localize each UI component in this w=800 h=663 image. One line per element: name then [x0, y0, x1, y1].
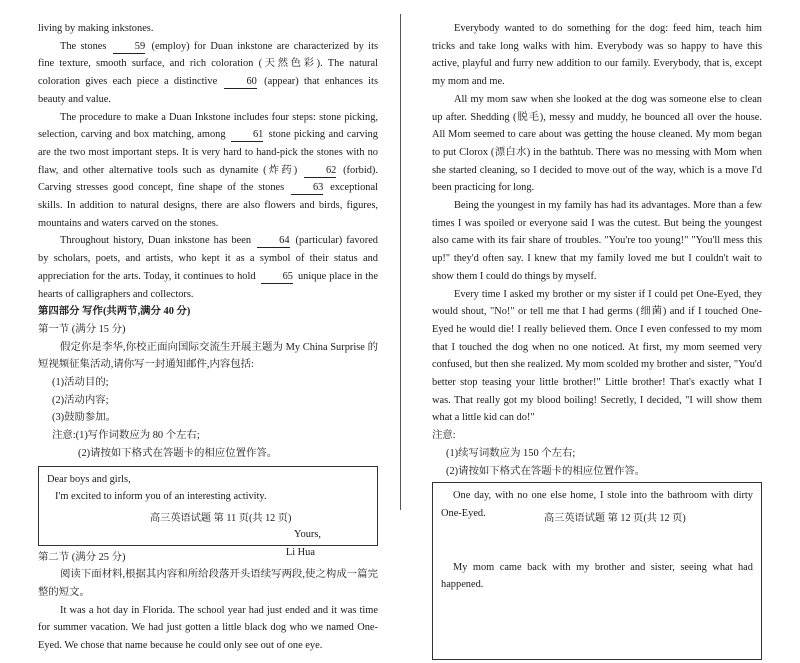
paragraph-opener: One day, with no one else home, I stole into the bathroom with dirty One-Eyed.: [441, 490, 753, 519]
paragraph-opener: My mom came back with my brother and sister, seeing what had happened.: [441, 561, 753, 591]
text: The procedure to make a Duan Inkstone includes four steps: stone picking, selection, carving and box matching, among: [38, 111, 378, 141]
text: The stones: [60, 40, 111, 52]
paragraph: Being the youngest in my family has had its advantages. More than a few times I was spoiled or everyone said I was the cutest. But being the youngest also came with its fair share of troubles. "You're too young!" "You'll mess this up!" they'd often say. I knew that my family loved me but I couldn't wait to show them I could do things by myself.: [432, 200, 762, 282]
paragraph: [38, 109, 378, 233]
greeting: Dear boys and girls,: [47, 473, 131, 485]
note-title: 注意:: [432, 430, 456, 442]
note: (1)续写词数应为 150 个左右;: [446, 447, 576, 459]
page-footer: 高三英语试题 第 12 页(共 12 页): [544, 513, 686, 524]
text: (particular) favored by scholars, poets, and artists, who kept it as a symbol of their status and appreciation for the arts. Today, it continues to hold: [38, 235, 379, 282]
closing: Yours,: [294, 528, 321, 540]
page-divider: [400, 14, 401, 510]
text: exceptional skills. In addition to natural designs, there are also flowers and birds, figures, mountains and waters carved on the stones.: [38, 182, 378, 229]
note: (2)请按如下格式在答题卡的相应位置作答。: [446, 465, 646, 477]
text: (appear) that enhances its beauty and value.: [38, 76, 378, 105]
text: unique place in the hearts of calligraphers and collectors.: [38, 270, 378, 300]
answer-blank: 59: [113, 41, 145, 54]
signature: Li Hua: [285, 546, 315, 558]
note: 注意:(1)写作词数应为 80 个左右;: [52, 430, 200, 442]
left-page: [38, 20, 378, 655]
subsection-title: 第一节 (满分 15 分): [38, 323, 126, 335]
paragraph: living by making inkstones.: [38, 23, 154, 34]
writing-prompt: 阅读下面材料,根据其内容和所给段落开头语续写两段,使之构成一篇完整的短文。: [38, 569, 378, 598]
paragraph: It was a hot day in Florida. The school year had just ended and it was time for summer vacation. We had just gotten a little black dog who we named One-Eyed. We chose that name because he could only see out of one eye.: [38, 604, 378, 652]
text: stone picking and carving are the two most important steps. It is very hard to hand-pick the stones with no flaw, and other alternative tools such as dynamite (炸药): [38, 129, 378, 176]
opening-line: I'm excited to inform you of an interesting activity.: [55, 491, 267, 503]
page-footer: 高三英语试题 第 11 页(共 12 页): [150, 513, 292, 524]
text: Throughout history, Duan inkstone has been: [60, 235, 256, 247]
list-item: (2)活动内容;: [52, 394, 109, 406]
right-page: [432, 20, 762, 663]
answer-blank: 63: [291, 182, 323, 195]
section-title: 第四部分 写作(共两节,满分 40 分): [38, 306, 191, 318]
writing-prompt: 假定你是李华,你校正面向国际交流生开展主题为 My China Surprise 的短视频征集活动,请你写一封通知邮件,内容包括:: [38, 341, 378, 371]
answer-blank: 61: [231, 129, 263, 142]
paragraph: All my mom saw when she looked at the dog was someone else to clean up after. Shedding (脱毛), messy and muddy, he bounced all over the house. All Mom seemed to care about was getting the house cleaned. My mom began to put Clorox (漂白水) in the bathtub. There was no messing with Mom when she started cleaning, so I decided to move out of the way, which is a move I'd been practicing for long.: [432, 93, 762, 194]
paragraph: [38, 232, 378, 303]
answer-blank: 64: [257, 235, 289, 248]
text: (forbid). Carving stresses good concept, fine shape of the stones: [38, 164, 378, 194]
paragraph: [38, 38, 378, 109]
paragraph: Every time I asked my brother or my sister if I could pet One-Eyed, they would shout, "No!" or tell me that I had germs (细菌) and if I touched One-Eyed he would die! I really believed them. Once I even confessed to my mom that I touched the dog when no one noticed. At first, my mom seemed very confused, but then she realized. My mom scolded my brother and sister, "You'd better stop teasing your little brother!" Little brother! That's exactly what I was. That really got my blood boiling! Secretly, I decided, "I will show them what a little kid can do!": [432, 288, 762, 424]
subsection-title: 第二节 (满分 25 分): [38, 551, 126, 563]
note: (2)请按如下格式在答题卡的相应位置作答。: [78, 447, 278, 459]
answer-blank: 62: [304, 165, 336, 178]
text: (employ) for Duan inkstone are characterized by its fine texture, smooth surface, and rich coloration (天然色彩). The natural coloration gives each piece a distinctive: [38, 40, 378, 88]
answer-blank: 60: [224, 76, 256, 89]
list-item: (3)鼓励参加。: [52, 412, 117, 424]
paragraph: Everybody wanted to do something for the dog: feed him, teach him tricks and take long walks with him. Everybody was so happy to have this active, playful and furry new addition to our family. Everybody, that is, except my mom and me.: [432, 23, 762, 88]
answer-blank: 65: [261, 271, 293, 284]
list-item: (1)活动目的;: [52, 377, 109, 389]
